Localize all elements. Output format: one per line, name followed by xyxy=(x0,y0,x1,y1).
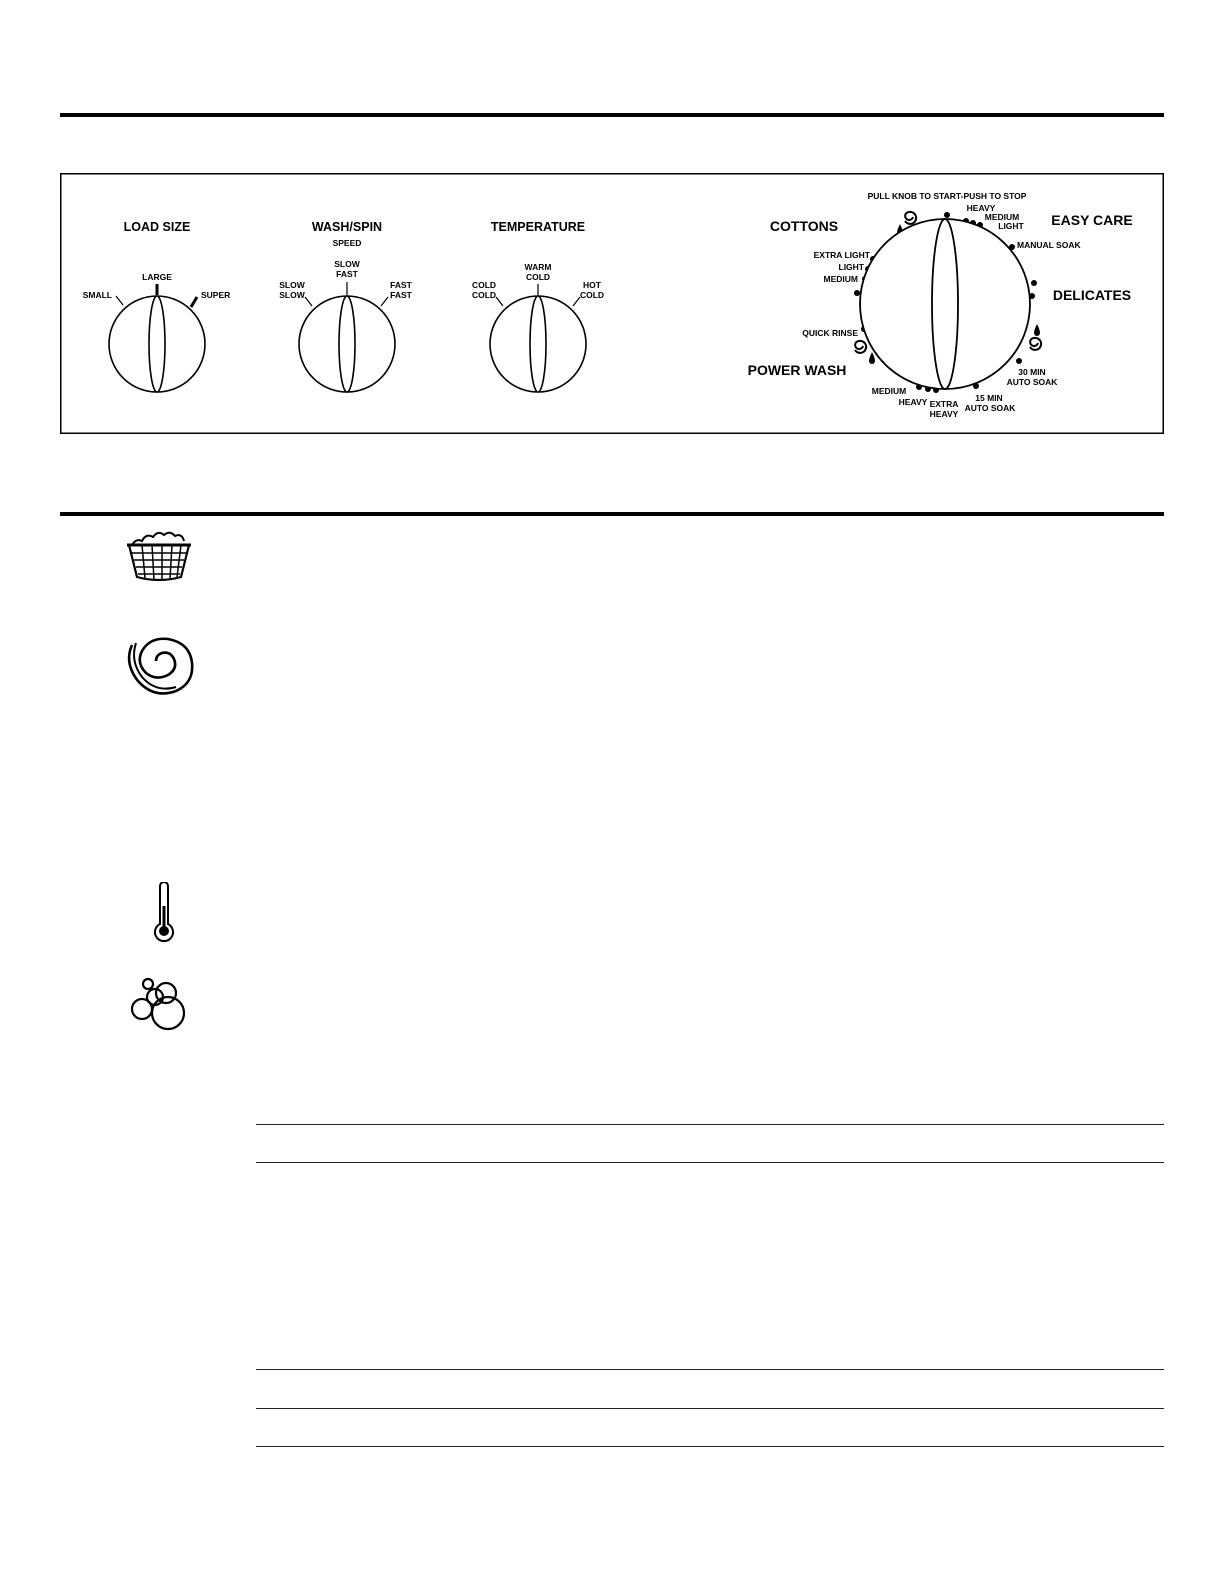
temperature-knob-group xyxy=(472,220,604,392)
table-rule-5 xyxy=(256,1446,1164,1447)
cycle-instruction: PULL KNOB TO START-PUSH TO STOP xyxy=(867,191,1027,201)
temperature-right-label-line2: COLD xyxy=(579,290,605,300)
bubbles-icon xyxy=(126,975,192,1035)
temperature-right-tick xyxy=(573,297,580,306)
load-size-title: LOAD SIZE xyxy=(123,220,191,234)
setting-extra-heavy: HEAVY xyxy=(929,409,959,419)
laundry-basket-icon xyxy=(124,527,194,587)
wash-spin-right-label-line1: FAST xyxy=(390,280,412,290)
drop-delicates-icon xyxy=(1034,324,1040,336)
cottons-heading: COTTONS xyxy=(769,218,839,234)
wash-spin-subtitle: SPEED xyxy=(332,238,362,248)
temperature-top-label-line1: WARM xyxy=(524,262,552,272)
swirl-cottons-icon xyxy=(905,212,916,224)
setting-30-min-auto-soak: AUTO SOAK xyxy=(1006,377,1058,387)
setting-extra: EXTRA xyxy=(929,399,959,409)
control-panel-diagram xyxy=(60,173,1164,434)
cycle-dial-group xyxy=(748,191,1133,419)
temperature-left-tick xyxy=(496,297,503,306)
setting-medium-top: MEDIUM xyxy=(984,212,1020,222)
wash-spin-top-label-line2: FAST xyxy=(336,269,358,279)
table-rule-2 xyxy=(256,1162,1164,1163)
delicates-heading: DELICATES xyxy=(1052,287,1132,303)
wash-spin-top-label-line1: SLOW xyxy=(334,259,360,269)
setting-30-min: 30 MIN xyxy=(1018,367,1046,377)
wash-spin-left-tick xyxy=(305,297,312,306)
setting-extra-light: EXTRA LIGHT xyxy=(813,250,870,260)
dot-cottons-4 xyxy=(854,290,860,296)
load-size-large-label: LARGE xyxy=(142,272,172,282)
wash-spin-left-label-line1: SLOW xyxy=(279,280,305,290)
setting-medium-bottom: MEDIUM xyxy=(871,386,907,396)
setting-light-top: LIGHT xyxy=(998,221,1024,231)
top-rule xyxy=(60,113,1164,117)
temperature-right-label-line1: HOT xyxy=(583,280,601,290)
wash-spin-knob-group xyxy=(279,220,412,392)
temperature-title: TEMPERATURE xyxy=(490,220,586,234)
wash-spin-left-label-line2: SLOW xyxy=(279,290,305,300)
setting-light: LIGHT xyxy=(838,262,864,272)
wash-spin-knob-grip xyxy=(339,296,355,392)
table-rule-1 xyxy=(256,1124,1164,1125)
easy-care-heading: EASY CARE xyxy=(1051,212,1133,228)
swirl-delicates-icon xyxy=(1030,338,1041,350)
setting-15-min: 15 MIN xyxy=(975,393,1003,403)
wash-spin-right-label-line2: FAST xyxy=(390,290,412,300)
setting-heavy-bottom: HEAVY xyxy=(898,397,928,407)
load-size-knob-grip xyxy=(149,296,165,392)
setting-heavy-top: HEAVY xyxy=(966,203,996,213)
table-rule-4 xyxy=(256,1408,1164,1409)
power-wash-heading: POWER WASH xyxy=(747,362,847,378)
table-rule-3 xyxy=(256,1369,1164,1370)
setting-medium: MEDIUM xyxy=(823,274,858,284)
load-size-small-label: SMALL xyxy=(82,290,112,300)
swirl-icon xyxy=(124,633,194,698)
control-panel xyxy=(60,173,1164,434)
cycle-dial-grip xyxy=(932,219,958,389)
section-rule xyxy=(60,512,1164,516)
drop-power-wash-icon xyxy=(869,352,875,364)
wash-spin-right-tick xyxy=(381,297,388,306)
dot-30-min xyxy=(1016,358,1022,364)
setting-quick-rinse: QUICK RINSE xyxy=(802,328,858,338)
dot-delicates-1 xyxy=(1031,280,1037,286)
temperature-knob-grip xyxy=(530,296,546,392)
temperature-left-label-line2: COLD xyxy=(471,290,497,300)
temperature-top-label-line2: COLD xyxy=(525,272,551,282)
swirl-power-wash-icon xyxy=(855,341,866,353)
load-size-super-label: SUPER xyxy=(201,290,231,300)
thermometer-icon xyxy=(148,882,180,942)
temperature-left-label-line1: COLD xyxy=(471,280,497,290)
wash-spin-title: WASH/SPIN xyxy=(311,220,383,234)
setting-manual-soak: MANUAL SOAK xyxy=(1017,240,1081,250)
load-size-knob-group xyxy=(83,220,231,392)
setting-15-min-auto-soak: AUTO SOAK xyxy=(964,403,1016,413)
dot-top xyxy=(944,212,950,218)
load-size-small-tick xyxy=(116,296,123,305)
load-size-super-tick xyxy=(191,297,197,307)
